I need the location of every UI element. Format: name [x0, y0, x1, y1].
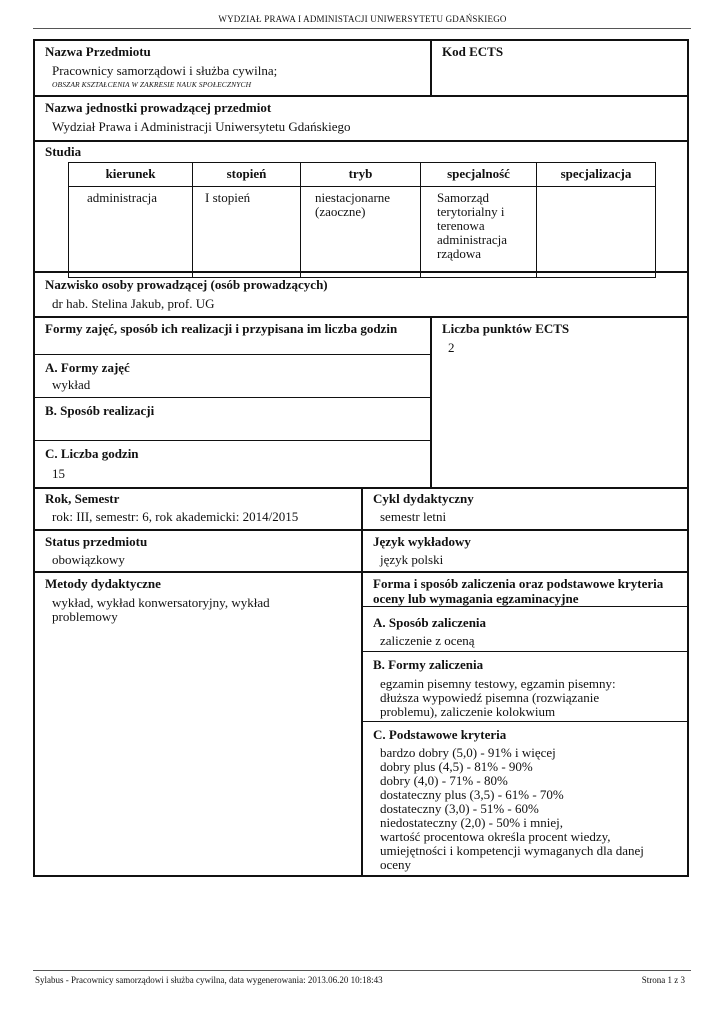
forms-divider-b: [35, 397, 430, 398]
studia-header-stopien: stopień: [193, 163, 301, 187]
studia-tryb: niestacjonarne (zaoczne): [301, 187, 421, 278]
forms-a-value: wykład: [52, 377, 91, 392]
course-name-value: Pracownicy samorządowi i służba cywilna;: [52, 63, 278, 78]
forms-a-label: A. Formy zajęć: [45, 360, 130, 375]
assessment-a-label: A. Sposób zaliczenia: [373, 615, 487, 630]
assessment-c-value: bardzo dobry (5,0) - 91% i więcej dobry plus (4,5) - 81% - 90% dobry (4,0) - 71% - 80% dostateczny plus (3,5) - 61% - 70% dostateczny (3,0) - 51% - 60% niedostateczny (2,0) - 50% i mniej, wartość procentowa określa procent wiedzy, umiejętności i kompetencji wymaganych dla danej oceny: [380, 745, 644, 872]
lecturer-value: dr hab. Stelina Jakub, prof. UG: [52, 296, 215, 311]
cycle-label: Cykl dydaktyczny: [373, 491, 474, 506]
assessment-a-value: zaliczenie z oceną: [380, 633, 475, 648]
assessment-divider-b: [363, 651, 689, 652]
studia-table: [68, 162, 656, 278]
lecturer-label: Nazwisko osoby prowadzącej (osób prowadzących): [45, 277, 328, 292]
footer-divider: [33, 970, 691, 971]
header-divider: [33, 28, 691, 29]
page-footer: [35, 975, 685, 985]
studia-kierunek: administracja: [69, 187, 193, 278]
ects-points-label: Liczba punktów ECTS: [442, 321, 570, 336]
forms-c-value: 15: [52, 466, 65, 481]
methods-label: Metody dydaktyczne: [45, 576, 161, 591]
ects-points-cell: [430, 316, 689, 489]
assessment-divider-a: [363, 606, 689, 607]
studia-header-specjalnosc: specjalność: [421, 163, 537, 187]
year-label: Rok, Semestr: [45, 491, 120, 506]
studia-header-row: [69, 163, 656, 187]
unit-label: Nazwa jednostki prowadzącej przedmiot: [45, 100, 272, 115]
page-number: Strona 1 z 3: [641, 975, 685, 985]
assessment-b-label: B. Formy zaliczenia: [373, 657, 484, 672]
studia-header-kierunek: kierunek: [69, 163, 193, 187]
cycle-value: semestr letni: [380, 509, 447, 524]
forms-c-label: C. Liczba godzin: [45, 446, 139, 461]
studia-header-specjalizacja: specjalizacja: [537, 163, 656, 187]
studia-specjalizacja: [537, 187, 656, 278]
assessment-divider-c: [363, 721, 689, 722]
ects-code-label: Kod ECTS: [442, 44, 504, 59]
studia-label: Studia: [45, 144, 82, 159]
studia-specjalnosc: Samorząd terytorialny i terenowa administracja rządowa: [421, 187, 537, 278]
studia-stopien: I stopień: [193, 187, 301, 278]
language-value: język polski: [380, 552, 444, 567]
assessment-b-value: egzamin pisemny testowy, egzamin pisemny: dłuższa wypowiedź pisemna (rozwiązanie problemu), zaliczenie kolokwium: [380, 676, 616, 719]
studia-row: [69, 187, 656, 278]
unit-value: Wydział Prawa i Administracji Uniwersytetu Gdańskiego: [52, 119, 351, 134]
forms-divider-a: [35, 354, 430, 355]
year-value: rok: III, semestr: 6, rok akademicki: 2014/2015: [52, 509, 299, 524]
course-name-label: Nazwa Przedmiotu: [45, 44, 151, 59]
forms-label: Formy zajęć, sposób ich realizacji i przypisana im liczba godzin: [45, 321, 398, 336]
methods-value: wykład, wykład konwersatoryjny, wykład problemowy: [52, 595, 270, 624]
assessment-label: Forma i sposób zaliczenia oraz podstawowe kryteria oceny lub wymagania egzaminacyjne: [373, 576, 664, 606]
studia-header-tryb: tryb: [301, 163, 421, 187]
language-label: Język wykładowy: [373, 534, 471, 549]
status-value: obowiązkowy: [52, 552, 125, 567]
ects-points-value: 2: [448, 340, 455, 355]
forms-divider-c: [35, 440, 430, 441]
footer-info: Sylabus - Pracownicy samorządowi i służba cywilna, data wygenerowania: 2013.06.20 10:18:43: [35, 975, 383, 985]
assessment-c-label: C. Podstawowe kryteria: [373, 727, 507, 742]
page-header: WYDZIAŁ PRAWA I ADMINISTACJI UNIWERSYTETU GDAŃSKIEGO: [218, 14, 507, 24]
forms-b-label: B. Sposób realizacji: [45, 403, 155, 418]
status-label: Status przedmiotu: [45, 534, 148, 549]
course-area: OBSZAR KSZTAŁCENIA W ZAKRESIE NAUK SPOŁECZNYCH: [52, 80, 252, 89]
